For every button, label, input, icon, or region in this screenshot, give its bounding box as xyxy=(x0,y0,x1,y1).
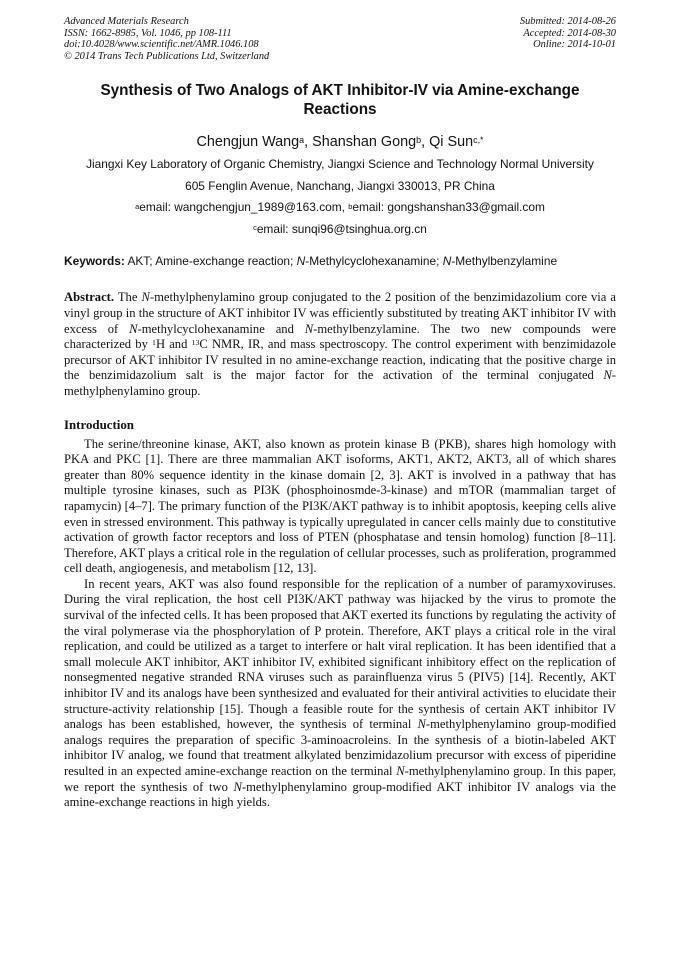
journal-doi: doi:10.4028/www.scientific.net/AMR.1046.108 xyxy=(64,39,259,51)
abstract-paragraph: Abstract. The N-methylphenylamino group conjugated to the 2 position of the benzimidazolium core via a vinyl group in the structure of AKT inhibitor IV was efficiently substituted by treating AKT inhibitor IV with excess of N-methylcyclohexanamine and N-methylbenzylamine. The two new compounds were characterized by $^1$H and $^{13}$C NMR, IR, and mass spectroscopy. The control experiment with benzimidazole precursor of AKT inhibitor IV resulted in no amine-exchange reaction, indicating that the positive charge in the benzimidazolium salt is the major factor for the activation of the terminal conjugated N-methylphenylamino group. xyxy=(64,290,617,398)
affiliation-block xyxy=(64,154,616,240)
author: Chengjun Wang$^a$, xyxy=(196,134,313,151)
section-heading-introduction: Introduction xyxy=(64,417,134,432)
affiliation-institution: Jiangxi Key Laboratory of Organic Chemistry, Jiangxi Science and Technology Normal University xyxy=(86,157,594,172)
author-email-c: $^c$email: sunqi96@tsinghua.org.cn xyxy=(253,221,427,236)
journal-header xyxy=(64,16,616,62)
affiliation-address: 605 Fenglin Avenue, Nanchang, Jiangxi 330013, PR China xyxy=(185,178,495,193)
date-submitted: Submitted: 2014-08-26 xyxy=(519,16,616,27)
intro-paragraph-1: The serine/threonine kinase, AKT, also known as protein kinase B (PKB), shares high homology with PKA and PKC [1]. There are three mammalian AKT isoforms, AKT1, AKT2, AKT3, all of which shares greater than 80% sequence identity in the kinase domain [2, 3]. AKT is involved in a pathway that has multiple tyrosine kinases, such as PI3K (phosphoinosmde-3-kinase) and mTOR (mammalian target of rapamycin) [4–7]. The primary function of the PI3K/AKT pathway is to inhibit apoptosis, keeping cells alive even in stressed environment. This pathway is typically upregulated in cancer cells mainly due to constitutive activation of growth factor receptors and loss of PTEN (phosphatase and tensin homolog) function [8–11]. Therefore, AKT plays a critical role in the regulation of cellular processes, such as proliferation, programmed cell death, angiogenesis, and metabolism [12, 13]. xyxy=(64,436,616,576)
author-list xyxy=(64,133,616,151)
abstract-label: Abstract. xyxy=(64,290,115,305)
keywords-line: Keywords: AKT; Amine-exchange reaction; N-Methylcyclohexanamine; N-Methylbenzylamine xyxy=(64,254,558,269)
publication-dates xyxy=(520,16,616,62)
journal-name: Advanced Materials Research xyxy=(64,16,189,27)
journal-info xyxy=(64,16,269,62)
paper-title: Synthesis of Two Analogs of AKT Inhibitor-IV via Amine-exchange Reactions xyxy=(100,82,580,119)
author-emails-ab: $^a$email: wangchengjun_1989@163.com, $^b$email: gongshanshan33@gmail.com xyxy=(135,200,545,215)
date-online: Online: 2014-10-01 xyxy=(533,39,616,51)
keywords-label: Keywords: xyxy=(64,254,125,269)
date-accepted: Accepted: 2014-08-30 xyxy=(523,27,616,39)
journal-copyright: © 2014 Trans Tech Publications Ltd, Switzerland xyxy=(64,50,270,62)
journal-issn: ISSN: 1662-8985, Vol. 1046, pp 108-111 xyxy=(64,27,232,39)
intro-paragraph-2: In recent years, AKT was also found responsible for the replication of a number of paramyxoviruses. During the viral replication, the host cell PI3K/AKT pathway was hijacked by the virus to promote the survival of the infected cells. It has been proposed that AKT exerted its functions by regulating the activity of the viral polymerase via the phosphorylation of P protein. Therefore, AKT plays a critical role in the viral replication, and could be utilized as a target to interfere or halt viral replication. It has been identified that a small molecule AKT inhibitor, AKT inhibitor IV, exhibited significant inhibitory effect on the replication of nonsegmented negative stranded RNA viruses such as parainfluenza virus 5 (PIV5) [14]. Recently, AKT inhibitor IV and its analogs have been synthesized and evaluated for their antiviral activities to elucidate their structure-activity relationship [15]. Though a feasible route for the synthesis of certain AKT inhibitor IV analogs has been established, however, the synthesis of terminal N-methylphenylamino group-modified analogs requires the preparation of specific 3-aminoacroleins. In the synthesis of a biotin-labeled AKT inhibitor IV analog, we found that treatment alkylated benzimidazolium precursor with excess of piperidine resulted in an expected amine-exchange reaction on the terminal N-methylphenylamino group. In this paper, we report the synthesis of two N-methylphenylamino group-modified AKT inhibitor IV analogs via the amine-exchange reactions in high yields. xyxy=(64,576,617,810)
author: Qi Sun$^{c,*}$ xyxy=(429,134,484,151)
author: Shanshan Gong$^b$, xyxy=(312,134,430,151)
